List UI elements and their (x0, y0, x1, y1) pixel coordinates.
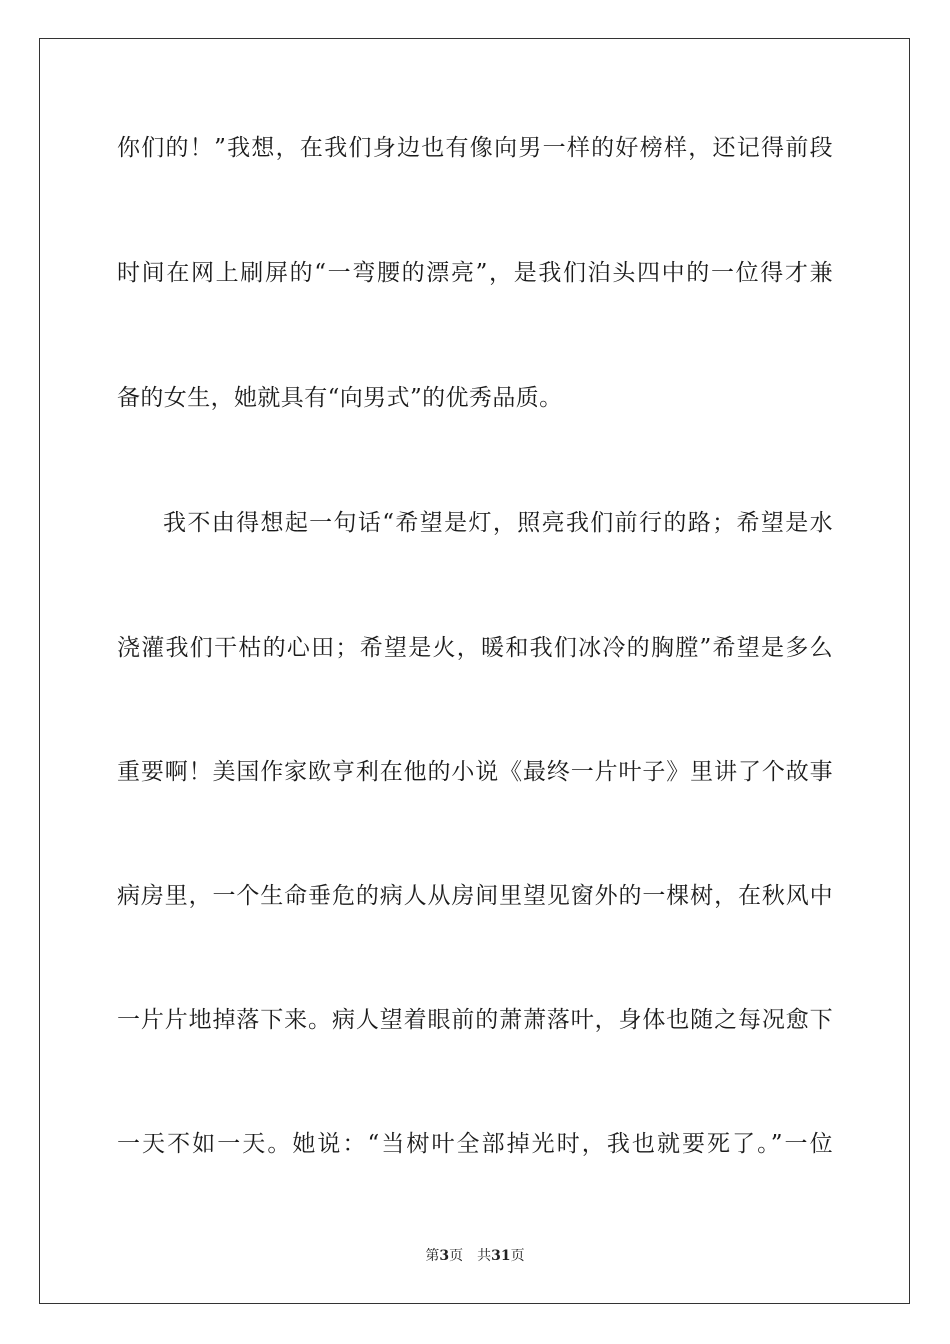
text-line-7: 病房里，一个生命垂危的病人从房间里望见窗外的一棵树，在秋风中 (117, 883, 833, 909)
page-number-current: 3 (439, 1248, 450, 1264)
text-line-8: 一片片地掉落下来。病人望着眼前的萧萧落叶，身体也随之每况愈下 (117, 1007, 833, 1033)
total-suffix: 页 (510, 1248, 525, 1264)
text-line-1: 你们的！”我想，在我们身边也有像向男一样的好榜样，还记得前段 (117, 135, 833, 161)
page-footer (0, 1246, 950, 1266)
text-line-5: 浇灌我们干枯的心田；希望是火，暖和我们冰冷的胸膛”希望是多么 (117, 635, 833, 661)
text-line-9: 一天不如一天。她说：“当树叶全部掉光时，我也就要死了。”一位 (117, 1131, 833, 1157)
text-line-3: 备的女生，她就具有“向男式”的优秀品质。 (117, 385, 563, 411)
text-line-6: 重要啊！美国作家欧亨利在他的小说《最终一片叶子》里讲了个故事 (117, 759, 833, 785)
text-line-2: 时间在网上刷屏的“一弯腰的漂亮”，是我们泊头四中的一位得才兼 (117, 260, 833, 286)
page-number-total: 31 (491, 1248, 511, 1264)
text-line-4: 我不由得想起一句话“希望是灯，照亮我们前行的路；希望是水 (163, 510, 833, 536)
total-prefix: 共 (477, 1248, 492, 1264)
page-prefix: 第 (425, 1248, 440, 1264)
page-frame (39, 38, 910, 1304)
page-suffix: 页 (449, 1248, 464, 1264)
